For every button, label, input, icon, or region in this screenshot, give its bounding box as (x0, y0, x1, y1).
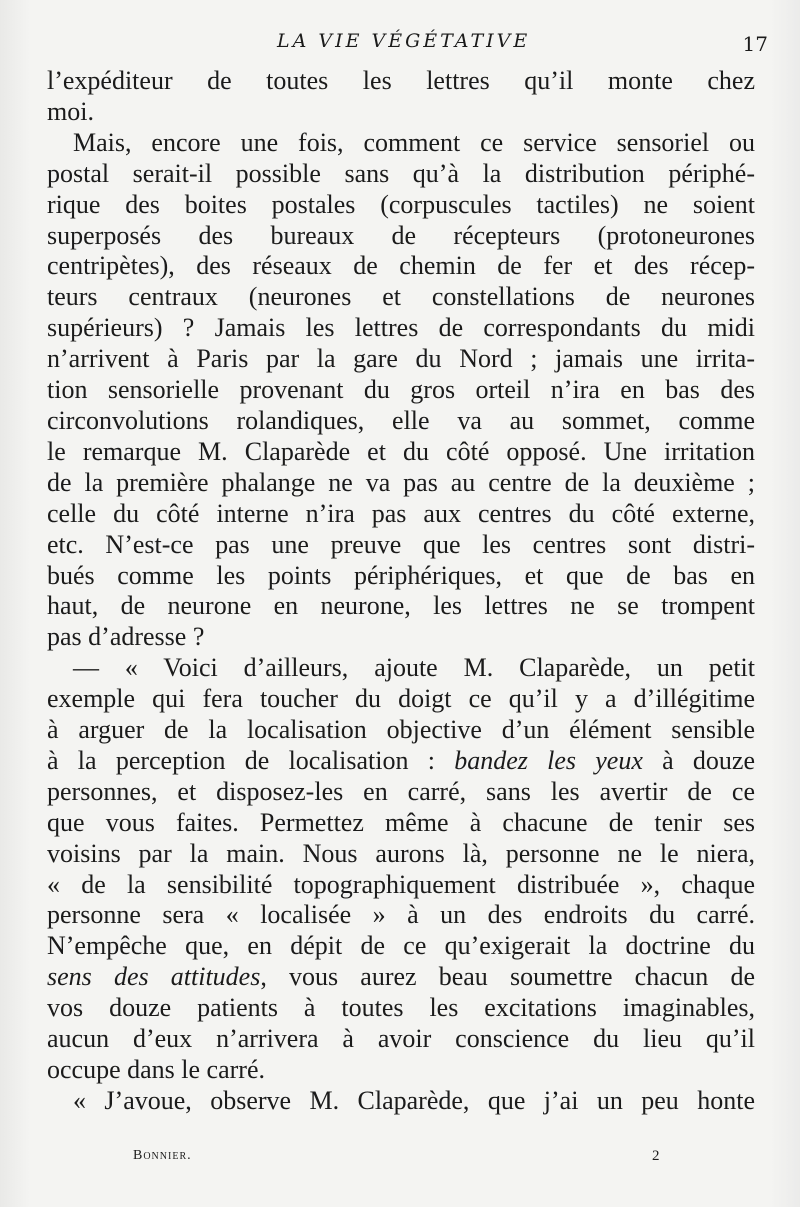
text-line: personne sera « localisée » à un des endroits du carré. (47, 900, 755, 930)
italic-phrase: bandez les yeux (454, 745, 643, 775)
text-line: n’arrivent à Paris par la gare du Nord ; jamais une irrita- (47, 344, 755, 374)
body-text (47, 66, 755, 1117)
text-line: circonvolutions rolandiques, elle va au sommet, comme (47, 405, 755, 435)
text-segment: à douze (662, 745, 756, 775)
text-line: personnes, et disposez-les en carré, sans les avertir de ce (47, 776, 755, 806)
text-line: N’empêche que, en dépit de ce qu’exigerait la doctrine du (47, 931, 755, 961)
text-line: le remarque M. Claparède et du côté opposé. Une irritation (47, 436, 755, 466)
text-line: aucun d’eux n’arrivera à avoir conscience du lieu qu’il (47, 1024, 755, 1054)
text-line: centripètes), des réseaux de chemin de fer et des récep- (47, 251, 755, 281)
text-line: voisins par la main. Nous aurons là, personne ne le niera, (47, 838, 755, 868)
text-line: etc. N’est-ce pas une preuve que les centres sont distri- (47, 529, 755, 559)
text-line: que vous faites. Permettez même à chacune de tenir ses (47, 807, 755, 837)
footer-author: Bonnier. (133, 1148, 192, 1163)
text-line: — « Voici d’ailleurs, ajoute M. Claparède, un petit (73, 653, 755, 683)
text-line: l’expéditeur de toutes les lettres qu’il monte chez (47, 66, 755, 95)
text-line: pas d’adresse ? (47, 622, 205, 652)
text-line: vos douze patients à toutes les excitations imaginables, (47, 993, 755, 1023)
text-line: à arguer de la localisation objective d’un élément sensible (47, 715, 755, 745)
page-number: 17 (742, 32, 768, 56)
text-line: bués comme les points périphériques, et que de bas en (47, 560, 755, 590)
running-title: LA VIE VÉGÉTATIVE (277, 30, 531, 52)
text-line: occupe dans le carré. (47, 1055, 265, 1084)
signature-mark: 2 (652, 1148, 660, 1164)
page-footer (0, 1148, 800, 1172)
text-line: Mais, encore une fois, comment ce service sensoriel ou (73, 127, 755, 157)
text-line: rique des boites postales (corpuscules tactiles) ne soient (47, 189, 755, 219)
text-line: haut, de neurone en neurone, les lettres ne se trompent (47, 591, 755, 621)
text-segment: à la perception de localisation : (47, 745, 435, 775)
running-head (0, 30, 800, 60)
text-line (47, 746, 755, 777)
text-line: teurs centraux (neurones et constellations de neurones (47, 282, 755, 312)
text-segment: , vous aurez beau soumettre chacun de (260, 962, 755, 992)
text-line: exemple qui fera toucher du doigt ce qu’il y a d’illégitime (47, 684, 755, 714)
text-line: moi. (47, 96, 94, 126)
text-line: « de la sensibilité topographiquement distribuée », chaque (47, 869, 755, 899)
italic-phrase: sens des attitudes (47, 962, 261, 992)
text-line: postal serait-il possible sans qu’à la distribution périphé- (47, 158, 755, 188)
text-line: de la première phalange ne va pas au centre de la deuxième ; (47, 467, 755, 497)
text-line: tion sensorielle provenant du gros orteil n’ira en bas des (47, 375, 755, 405)
text-line (47, 962, 755, 993)
text-line: celle du côté interne n’ira pas aux centres du côté externe, (47, 498, 755, 528)
text-line: superposés des bureaux de récepteurs (protoneurones (47, 220, 755, 250)
text-line: « J’avoue, observe M. Claparède, que j’ai un peu honte (73, 1085, 755, 1115)
text-line: supérieurs) ? Jamais les lettres de correspondants du midi (47, 313, 755, 343)
